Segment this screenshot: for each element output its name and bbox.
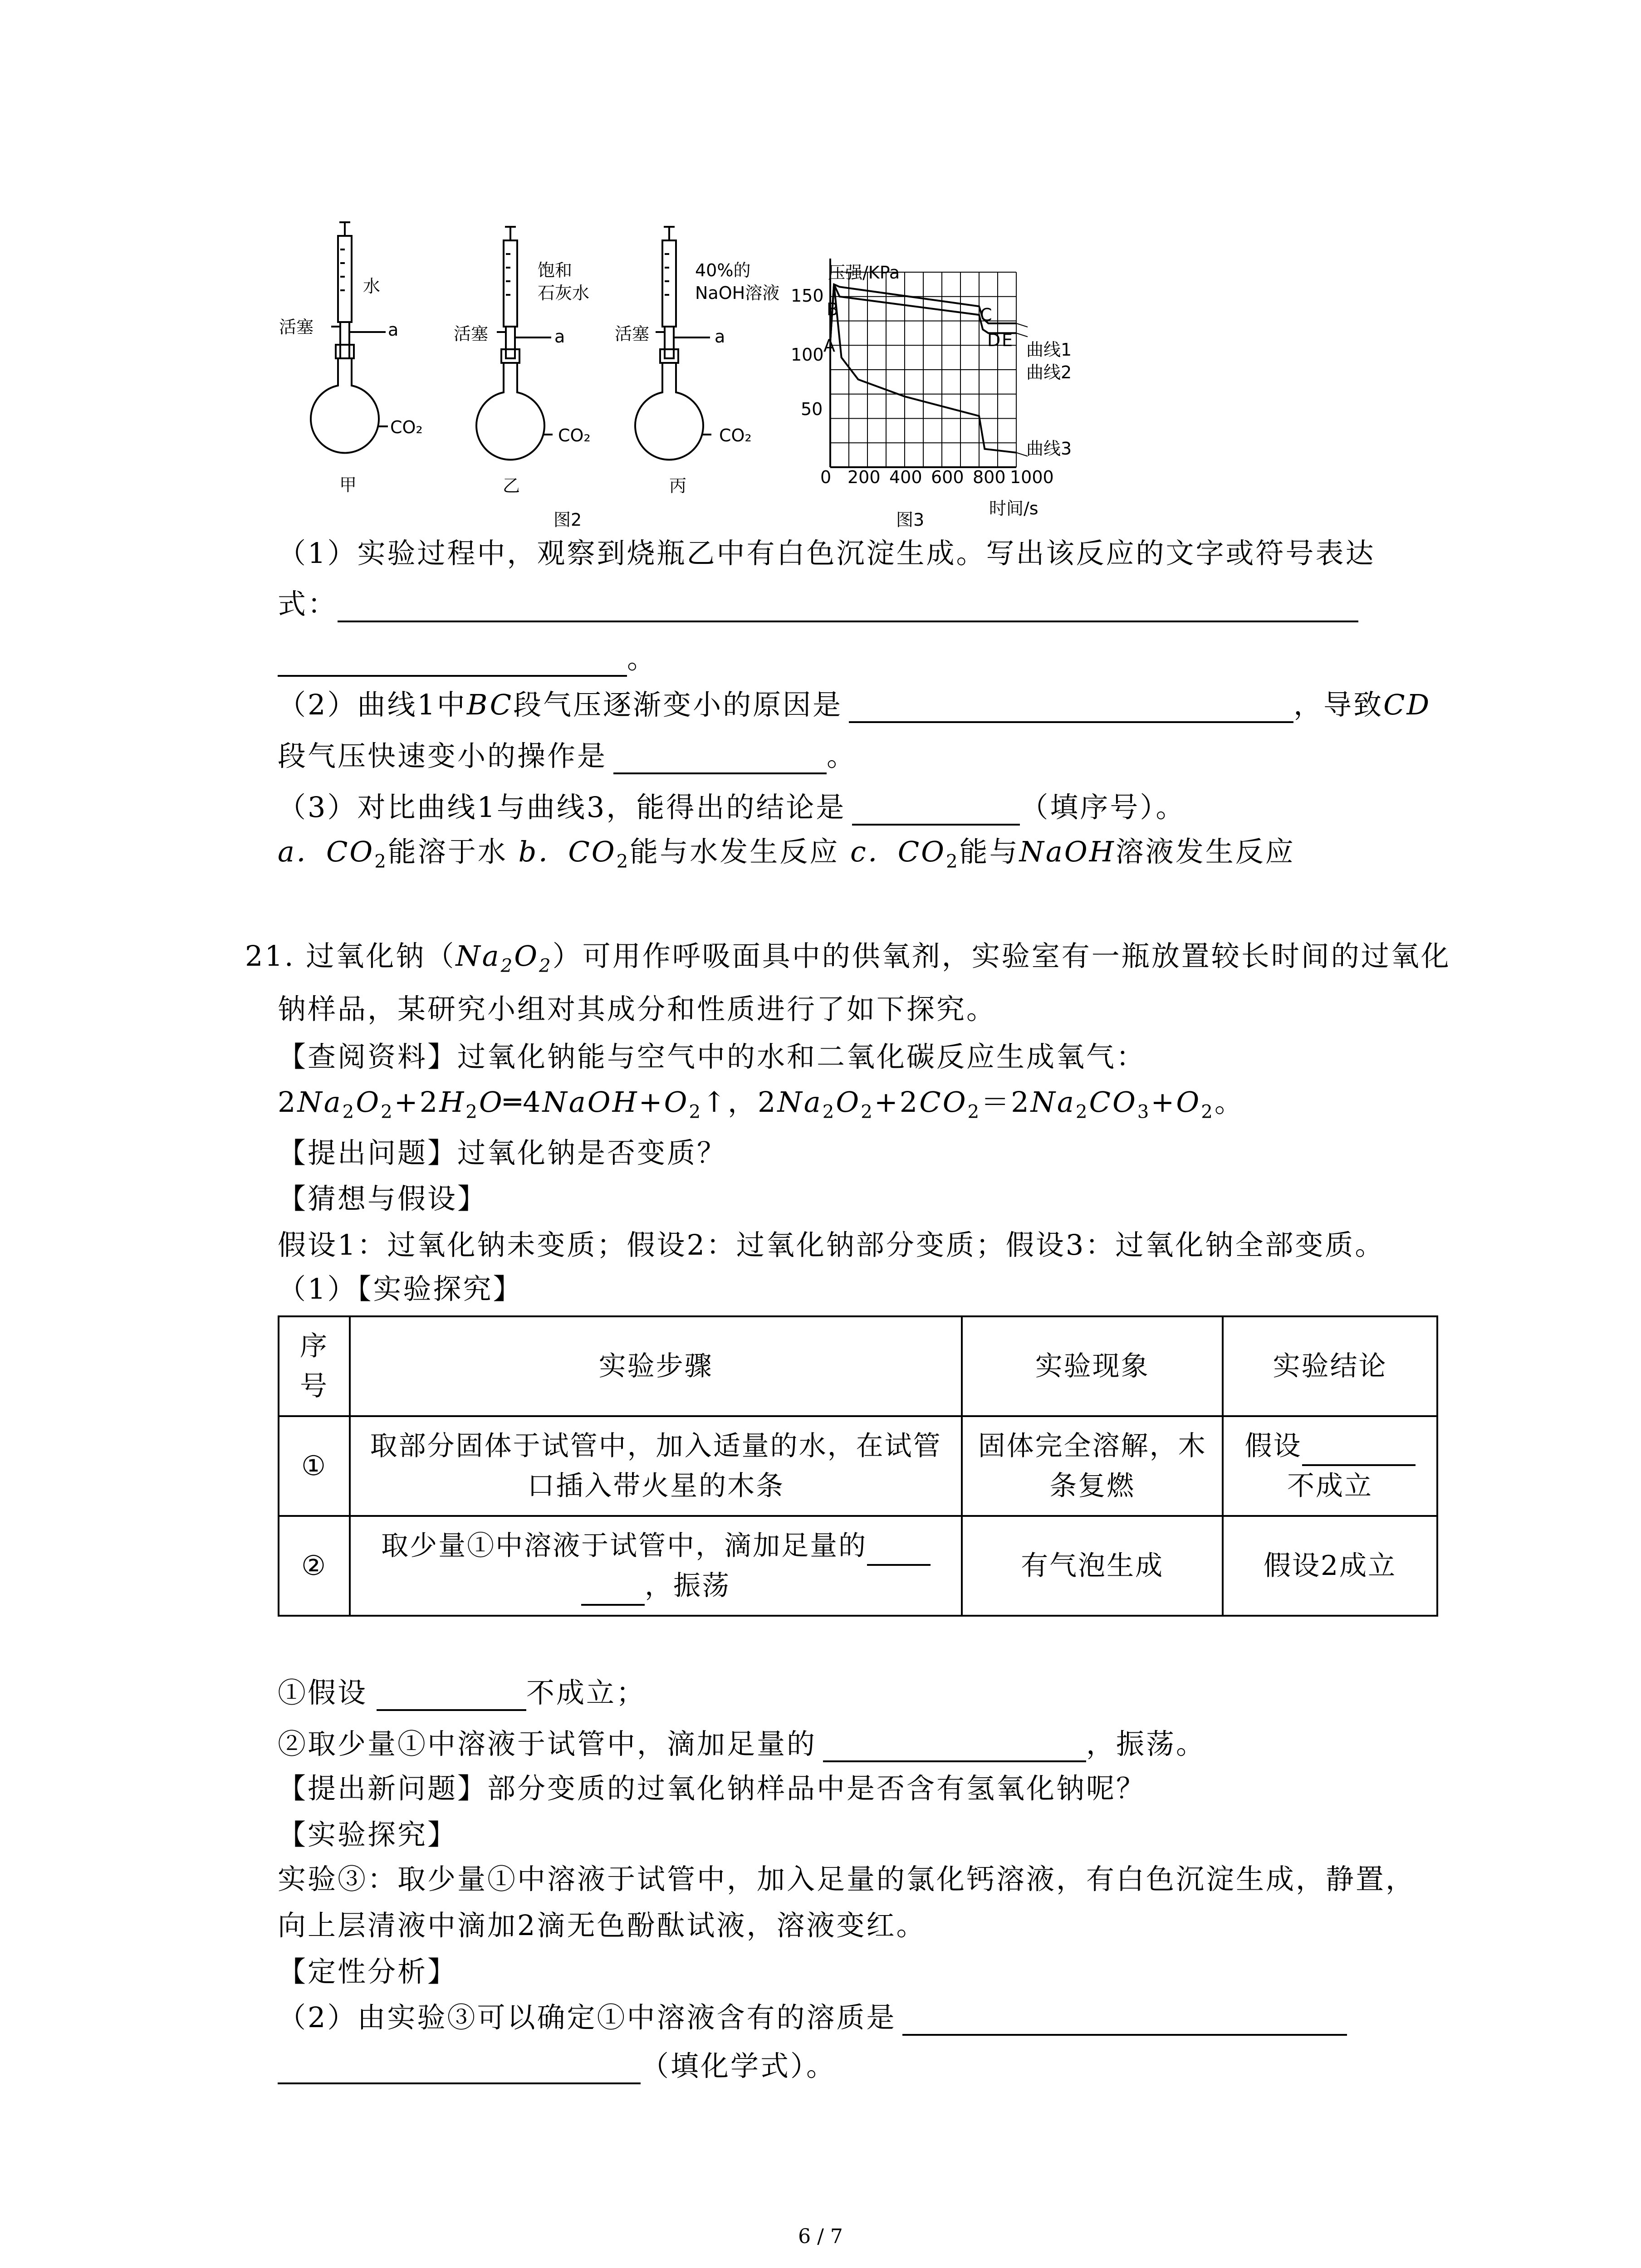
option-c-label: c． — [850, 835, 898, 868]
q21-answer2-a: ②取少量①中溶液于试管中，滴加足量的 — [278, 1727, 817, 1760]
q21-experiment3-line2: 向上层清液中滴加2滴无色酚酞试液，溶液变红。 — [278, 1909, 926, 1942]
q20-part2-bc: BC — [466, 688, 514, 721]
q21-intro-line2: 钠样品，某研究小组对其成分和性质进行了如下探究。 — [278, 992, 997, 1026]
flask-b-gas-label: CO₂ — [558, 425, 591, 445]
option-b-label: b． — [518, 835, 568, 868]
flask-c-name: 丙 — [669, 476, 687, 496]
q21-experiment-heading: （1）【实验探究】 — [278, 1272, 523, 1305]
table-row2-no: ② — [279, 1516, 350, 1616]
flask-c-stopcock-label: 活塞 — [615, 324, 650, 344]
q21-analysis-heading: 【定性分析】 — [278, 1955, 458, 1988]
flask-b-stopcock-label: 活塞 — [454, 324, 489, 344]
table-blank-reagent-a[interactable] — [867, 1539, 931, 1566]
q21-answer2 — [278, 1726, 1206, 1762]
answer-blank-reagent[interactable] — [823, 1733, 1086, 1762]
answer-blank-solute-a[interactable] — [902, 2007, 1347, 2036]
table-header-conclusion: 实验结论 — [1223, 1316, 1437, 1416]
option-b-co2: CO — [568, 835, 617, 868]
answer-blank-solute-b[interactable] — [278, 2055, 641, 2084]
table-row2-step-a: 取少量①中溶液于试管中，滴加足量的 — [381, 1530, 867, 1562]
q20-part2-line1 — [278, 687, 1431, 723]
q20-part2-line2 — [278, 738, 857, 774]
flask-a-gas-label: CO₂ — [390, 417, 423, 437]
table-row2-step — [350, 1516, 962, 1616]
flask-c-syringe-label-1: 40%的 — [695, 260, 751, 280]
q20-part2-cd: CD — [1383, 688, 1431, 721]
q21-intro-text-b: ）可用作呼吸面具中的供氧剂，实验室有一瓶放置较长时间的过氧化 — [552, 939, 1451, 973]
flask-c-syringe-label-2: NaOH溶液 — [695, 283, 780, 303]
chart-xtick-600: 600 — [931, 467, 964, 487]
option-c-sub: 2 — [946, 850, 960, 872]
chart-xtick-1000: 1000 — [1010, 467, 1054, 487]
option-b-text: 能与水发生反应 — [630, 835, 840, 868]
chart-ytick-100: 100 — [791, 345, 824, 365]
q20-part2-text-d: 段气压快速变小的操作是 — [278, 739, 607, 772]
q20-part1-line1: （1）实验过程中，观察到烧瓶乙中有白色沉淀生成。写出该反应的文字或符号表达 — [278, 537, 1376, 570]
option-c-naoh: NaOH — [1019, 835, 1116, 868]
table-row2-conclusion: 假设2成立 — [1223, 1516, 1437, 1616]
flask-c-tube-label: a — [715, 327, 725, 347]
chart-xtick-800: 800 — [973, 467, 1006, 487]
flask-b-syringe-label-2: 石灰水 — [538, 283, 590, 303]
flask-a-stopcock-label: 活塞 — [279, 317, 314, 337]
option-a-sub: 2 — [374, 850, 388, 872]
table-row1-conclusion-b: 不成立 — [1287, 1470, 1373, 1502]
flask-a-tube-label: a — [388, 320, 399, 340]
chart-xtick-400: 400 — [889, 467, 922, 487]
chart-legend-2: 曲线2 — [1026, 362, 1072, 382]
chart-point-a: A — [823, 336, 835, 356]
chart-legend-3: 曲线3 — [1026, 439, 1072, 459]
q21-answer1-a: ①假设 — [278, 1676, 368, 1709]
table-row1-no: ① — [279, 1416, 350, 1516]
table-blank-reagent-b[interactable] — [581, 1579, 645, 1606]
chart-point-b: B — [827, 299, 839, 319]
q21-answer1-b: 不成立； — [526, 1676, 647, 1709]
q21-question2-text: （2）由实验③可以确定①中溶液含有的溶质是 — [278, 2001, 896, 2034]
q21-hypothesis-heading: 【猜想与假设】 — [278, 1182, 488, 1215]
table-header-step: 实验步骤 — [350, 1316, 962, 1416]
q20-part1-period: 。 — [627, 642, 657, 675]
table-row — [279, 1416, 1437, 1516]
table-row2-step-b: ，振荡 — [645, 1570, 731, 1602]
q21-answer1 — [278, 1675, 646, 1711]
q20-part2-period: 。 — [827, 739, 857, 772]
table-header-phenomenon: 实验现象 — [962, 1316, 1223, 1416]
q21-intro-text-a: 过氧化钠（ — [306, 939, 456, 973]
table-row1-conclusion — [1223, 1416, 1437, 1516]
q20-part2-text-a: （2）曲线1中 — [278, 688, 467, 721]
q21-number: 21. — [245, 939, 295, 973]
flask-c-gas-label: CO₂ — [719, 425, 752, 445]
option-c-text: 能与 — [959, 835, 1019, 868]
chart-ytick-150: 150 — [791, 286, 824, 306]
figure3-caption: 图3 — [896, 510, 925, 530]
chart-point-e: E — [1002, 330, 1013, 350]
flask-a-syringe-label: 水 — [363, 276, 381, 296]
q21-question2-line1 — [278, 1999, 1347, 2036]
table-row2-phenomenon: 有气泡生成 — [962, 1516, 1223, 1616]
q21-experiment2-heading: 【实验探究】 — [278, 1818, 458, 1851]
chart-xtick-200: 200 — [847, 467, 881, 487]
q20-part1-prefix: 式： — [278, 587, 338, 621]
q21-hypothesis-text: 假设1：过氧化钠未变质；假设2：过氧化钠部分变质；假设3：过氧化钠全部变质。 — [278, 1228, 1385, 1261]
q20-part1-line3 — [278, 640, 657, 677]
q21-question2-end: （填化学式）。 — [641, 2049, 837, 2082]
option-a-label: a． — [278, 835, 326, 868]
figure2-caption: 图2 — [554, 510, 582, 530]
q20-part3-text-b: （填序号）。 — [1020, 791, 1186, 824]
q20-part3-line1 — [278, 789, 1185, 826]
q21-formula-na2o2: $Na_2O_2$ — [456, 939, 553, 977]
legend-leader-1 — [1016, 323, 1028, 327]
flask-a-drawing — [311, 222, 388, 453]
answer-blank-2b[interactable] — [613, 745, 827, 774]
flask-b-syringe-label-1: 饱和 — [538, 260, 573, 280]
option-a-co2: CO — [326, 835, 375, 868]
answer-blank-1a[interactable] — [338, 593, 1358, 622]
table-blank-hypothesis[interactable] — [1302, 1439, 1416, 1466]
option-c-text2: 溶液发生反应 — [1115, 835, 1295, 868]
experiment-table — [278, 1315, 1438, 1617]
q20-part2-text-b: 段气压逐渐变小的原因是 — [513, 688, 843, 721]
answer-blank-hypothesis[interactable] — [377, 1682, 526, 1711]
table-row1-step: 取部分固体于试管中，加入适量的水，在试管口插入带火星的木条 — [350, 1416, 962, 1516]
option-c-co2: CO — [897, 835, 946, 868]
q21-answer2-b: ，振荡。 — [1086, 1727, 1206, 1760]
q20-part3-text-a: （3）对比曲线1与曲线3，能得出的结论是 — [278, 791, 846, 824]
answer-blank-3[interactable] — [852, 797, 1020, 826]
q21-question2-line2 — [278, 2048, 836, 2084]
table-header-no: 序号 — [279, 1316, 350, 1416]
q21-equations: $2Na_2O_2+2H_2O═4NaOH+O_2↑$，$2Na_2O_2+2CO_2=2Na_2CO_3+O_2$。 — [278, 1085, 1244, 1123]
q21-experiment3-line1: 实验③：取少量①中溶液于试管中，加入足量的氯化钙溶液，有白色沉淀生成，静置， — [278, 1862, 1416, 1896]
q20-part1-line2 — [278, 586, 1358, 622]
answer-blank-1b[interactable] — [278, 648, 627, 677]
flask-a-name: 甲 — [339, 475, 357, 495]
chart-ytick-50: 50 — [801, 399, 823, 419]
chart-xtick-0: 0 — [820, 467, 832, 487]
page-number: 6 / 7 — [798, 2225, 843, 2248]
table-header-row — [279, 1316, 1437, 1416]
q21-data-heading: 【查阅资料】过氧化钠能与空气中的水和二氧化碳反应生成氧气： — [278, 1040, 1146, 1073]
flask-b-name: 乙 — [503, 476, 520, 496]
chart-ylabel: 压强/KPa — [828, 263, 900, 283]
table-row1-phenomenon: 固体完全溶解，木条复燃 — [962, 1416, 1223, 1516]
q21-question-heading: 【提出问题】过氧化钠是否变质？ — [278, 1136, 727, 1169]
flask-b-tube-label: a — [554, 327, 565, 347]
q20-options — [278, 834, 1295, 880]
answer-blank-2a[interactable] — [849, 694, 1293, 723]
q20-part2-text-c: ，导致 — [1293, 688, 1384, 721]
option-a-text: 能溶于水 — [387, 835, 508, 868]
table-row1-conclusion-a: 假设 — [1244, 1430, 1302, 1462]
chart-legend-1: 曲线1 — [1026, 340, 1072, 360]
chart-point-c: C — [980, 305, 992, 325]
option-b-sub: 2 — [616, 850, 630, 872]
table-row — [279, 1516, 1437, 1616]
chart-xlabel: 时间/s — [989, 499, 1038, 518]
q21-intro-line1 — [245, 938, 1451, 984]
q21-new-question: 【提出新问题】部分变质的过氧化钠样品中是否含有氢氧化钠呢？ — [278, 1772, 1146, 1805]
chart-point-d: D — [987, 330, 1001, 350]
